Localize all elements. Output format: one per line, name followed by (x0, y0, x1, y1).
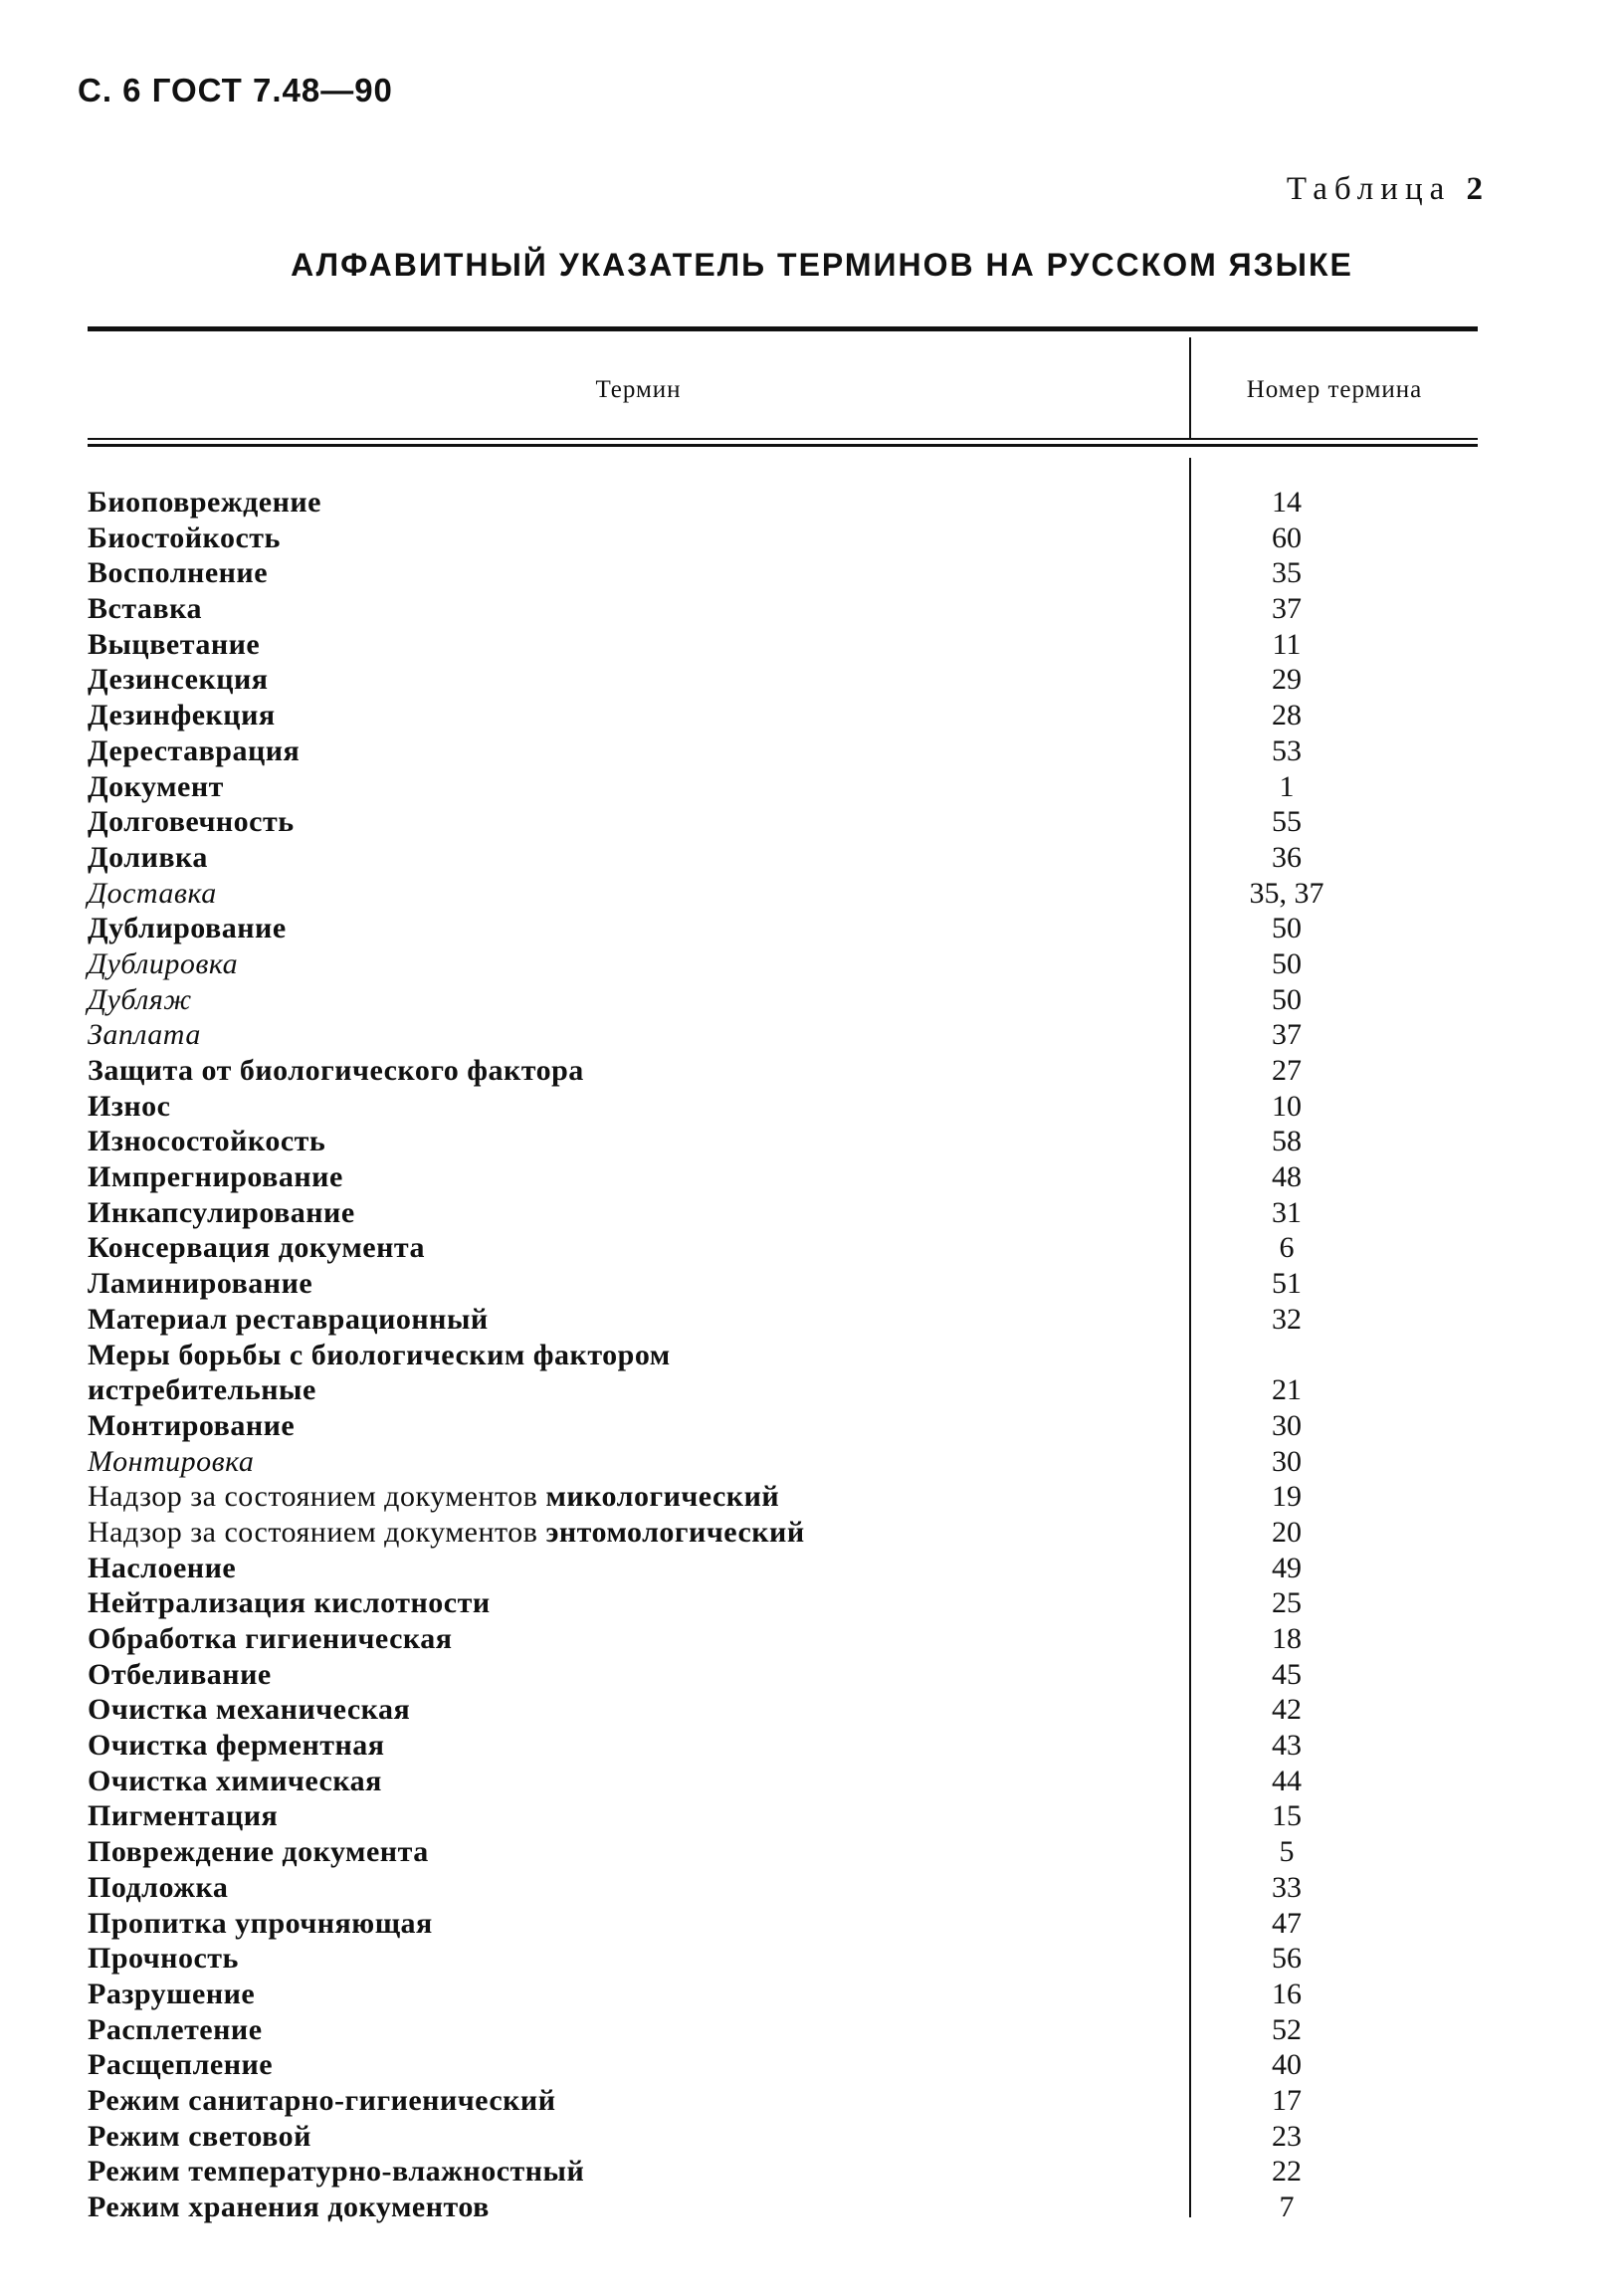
table-row (88, 1089, 1478, 1125)
table-row (88, 1764, 1478, 1799)
header-bottom-rule-thick (88, 444, 1478, 447)
term-name: Биостойкость (88, 521, 281, 554)
table-row (88, 1941, 1478, 1977)
term-number: 42 (1272, 1693, 1302, 1727)
term-number: 1 (1279, 769, 1295, 803)
table-row (88, 627, 1478, 663)
table-row (88, 1124, 1478, 1159)
table-row (88, 662, 1478, 698)
table-row (88, 1515, 1478, 1551)
term-name: Дезинфекция (88, 699, 276, 732)
table-row (88, 733, 1478, 769)
term-number: 47 (1272, 1906, 1302, 1940)
term-number: 33 (1272, 1870, 1302, 1904)
term-number: 16 (1272, 1977, 1302, 2010)
term-name: Доливка (88, 840, 208, 874)
term-number: 19 (1272, 1480, 1302, 1514)
term-name: Разрушение (88, 1977, 256, 2010)
term-name: Консервация документа (88, 1231, 426, 1265)
term-number: 60 (1272, 521, 1302, 554)
term-number: 17 (1272, 2083, 1302, 2117)
table-row (88, 1017, 1478, 1053)
term-number: 22 (1272, 2155, 1302, 2189)
term-name: Режим санитарно-гигиенический (88, 2083, 556, 2117)
term-name (88, 1479, 779, 1515)
term-number: 29 (1272, 663, 1302, 697)
term-number: 30 (1272, 1408, 1302, 1442)
table-row (88, 1408, 1478, 1444)
term-name: Документ (88, 769, 224, 803)
term-name: Повреждение документа (88, 1835, 429, 1869)
term-name: Обработка гигиеническая (88, 1622, 453, 1655)
term-name: Заплата (88, 1018, 201, 1052)
term-number: 6 (1279, 1231, 1295, 1265)
term-name: Очистка механическая (88, 1693, 411, 1727)
term-number: 37 (1272, 592, 1302, 626)
term-number: 28 (1272, 699, 1302, 732)
term-name-main: Надзор за состоянием документов (88, 1480, 538, 1514)
table-row (88, 2012, 1478, 2048)
term-name: Дублировка (88, 946, 239, 980)
table-row (88, 591, 1478, 627)
term-name: истребительные (88, 1373, 316, 1407)
table-number: 2 (1466, 171, 1483, 207)
term-number: 43 (1272, 1729, 1302, 1763)
table-row (88, 982, 1478, 1018)
table-row (88, 769, 1478, 805)
table-row (88, 804, 1478, 840)
term-name: Режим температурно-влажностный (88, 2155, 585, 2189)
term-name: Прочность (88, 1942, 239, 1976)
term-name: Меры борьбы с биологическим фактором (88, 1338, 671, 1371)
table-row (88, 698, 1478, 733)
term-name: Расщепление (88, 2048, 274, 2082)
term-name: Монтировка (88, 1444, 255, 1478)
term-name: Выцветание (88, 627, 261, 661)
term-number: 53 (1272, 733, 1302, 767)
term-number: 50 (1272, 946, 1302, 980)
term-name: Защита от биологического фактора (88, 1054, 584, 1087)
term-number: 58 (1272, 1125, 1302, 1158)
term-name: Наслоение (88, 1551, 237, 1584)
term-number: 30 (1272, 1444, 1302, 1478)
term-name: Режим световой (88, 2119, 311, 2153)
table-row (88, 485, 1478, 521)
term-name: Очистка химическая (88, 1764, 382, 1797)
term-name: Износ (88, 1089, 171, 1123)
page-title: АЛФАВИТНЫЙ УКАЗАТЕЛЬ ТЕРМИНОВ НА РУССКОМ ЯЗЫКЕ (291, 247, 1353, 283)
table-row (88, 2154, 1478, 2190)
term-number: 32 (1272, 1302, 1302, 1336)
term-number: 10 (1272, 1089, 1302, 1123)
term-name: Импрегнирование (88, 1160, 343, 1194)
term-name: Восполнение (88, 556, 269, 590)
table-row (88, 521, 1478, 556)
term-number: 15 (1272, 1799, 1302, 1833)
table-row (88, 1728, 1478, 1764)
term-name: Вставка (88, 592, 202, 626)
table-row (88, 1657, 1478, 1693)
term-number: 49 (1272, 1551, 1302, 1584)
term-name: Дезинсекция (88, 663, 269, 697)
table-row (88, 2083, 1478, 2119)
term-number: 51 (1272, 1267, 1302, 1301)
term-name: Пигментация (88, 1799, 279, 1833)
term-index-list (88, 485, 1478, 2225)
column-header-number: Номер термина (1246, 376, 1423, 403)
term-name: Подложка (88, 1870, 229, 1904)
term-name: Пропитка упрочняющая (88, 1906, 433, 1940)
term-name-qualifier: энтомологический (545, 1515, 805, 1549)
term-number: 11 (1272, 627, 1302, 661)
term-number: 23 (1272, 2119, 1302, 2153)
term-number: 55 (1272, 805, 1302, 839)
term-name: Долговечность (88, 805, 295, 839)
table-row (88, 2119, 1478, 2155)
term-number: 37 (1272, 1018, 1302, 1052)
term-name-qualifier: микологический (545, 1480, 780, 1514)
term-name: Режим хранения документов (88, 2191, 490, 2223)
term-number: 35 (1272, 556, 1302, 590)
term-number: 7 (1279, 2191, 1295, 2223)
term-number: 14 (1272, 486, 1302, 519)
table-row (88, 1479, 1478, 1515)
term-name: Отбеливание (88, 1657, 272, 1691)
term-name-main: Надзор за состоянием документов (88, 1515, 538, 1549)
term-number: 50 (1272, 982, 1302, 1016)
term-name: Расплетение (88, 2012, 263, 2046)
term-name: Монтирование (88, 1408, 296, 1442)
term-name: Доставка (88, 876, 217, 910)
term-number: 48 (1272, 1160, 1302, 1194)
table-row (88, 1621, 1478, 1657)
term-number: 27 (1272, 1054, 1302, 1087)
term-number: 5 (1279, 1835, 1295, 1869)
table-row (88, 911, 1478, 946)
table-row (88, 1372, 1478, 1408)
table-row (88, 1302, 1478, 1338)
table-top-rule (88, 326, 1478, 331)
term-number: 44 (1272, 1764, 1302, 1797)
column-header-term: Термин (595, 376, 682, 403)
term-number: 18 (1272, 1622, 1302, 1655)
table-row (88, 1870, 1478, 1906)
term-name: Очистка ферментная (88, 1729, 385, 1763)
table-row (88, 1159, 1478, 1195)
term-name: Ламинирование (88, 1267, 313, 1301)
table-row (88, 876, 1478, 912)
term-name: Дублирование (88, 912, 287, 945)
term-number: 45 (1272, 1657, 1302, 1691)
table-row (88, 1551, 1478, 1586)
term-number: 35, 37 (1249, 876, 1324, 910)
term-name (88, 1515, 805, 1551)
table-row (88, 1266, 1478, 1302)
term-name: Материал реставрационный (88, 1302, 489, 1336)
term-name: Инкапсулирование (88, 1195, 355, 1229)
table-row (88, 946, 1478, 982)
table-label (1287, 171, 1483, 208)
header-bottom-rule (88, 438, 1478, 440)
page-reference: С. 6 ГОСТ 7.48—90 (78, 72, 393, 108)
term-number: 21 (1272, 1373, 1302, 1407)
table-row (88, 1053, 1478, 1089)
term-number: 20 (1272, 1515, 1302, 1549)
table-row (88, 1585, 1478, 1621)
table-row (88, 555, 1478, 591)
table-row (88, 1444, 1478, 1480)
term-number: 52 (1272, 2012, 1302, 2046)
table-row (88, 1195, 1478, 1231)
term-name: Дубляж (88, 982, 192, 1016)
term-number: 56 (1272, 1942, 1302, 1976)
term-name: Износостойкость (88, 1125, 326, 1158)
table-word: Таблица (1286, 171, 1452, 207)
term-number: 25 (1272, 1586, 1302, 1620)
table-row (88, 840, 1478, 876)
table-row (88, 1692, 1478, 1728)
term-number: 36 (1272, 840, 1302, 874)
table-row (88, 1977, 1478, 2012)
table-row (88, 2190, 1478, 2225)
table-row (88, 1834, 1478, 1870)
term-name: Биоповреждение (88, 486, 321, 519)
term-number: 40 (1272, 2048, 1302, 2082)
table-row (88, 1338, 1478, 1373)
table-row (88, 1798, 1478, 1834)
table-row (88, 2047, 1478, 2083)
table-row (88, 1906, 1478, 1942)
term-name: Дереставрация (88, 733, 301, 767)
term-number: 31 (1272, 1195, 1302, 1229)
table-row (88, 1230, 1478, 1266)
term-name: Нейтрализация кислотности (88, 1586, 491, 1620)
term-number: 50 (1272, 912, 1302, 945)
